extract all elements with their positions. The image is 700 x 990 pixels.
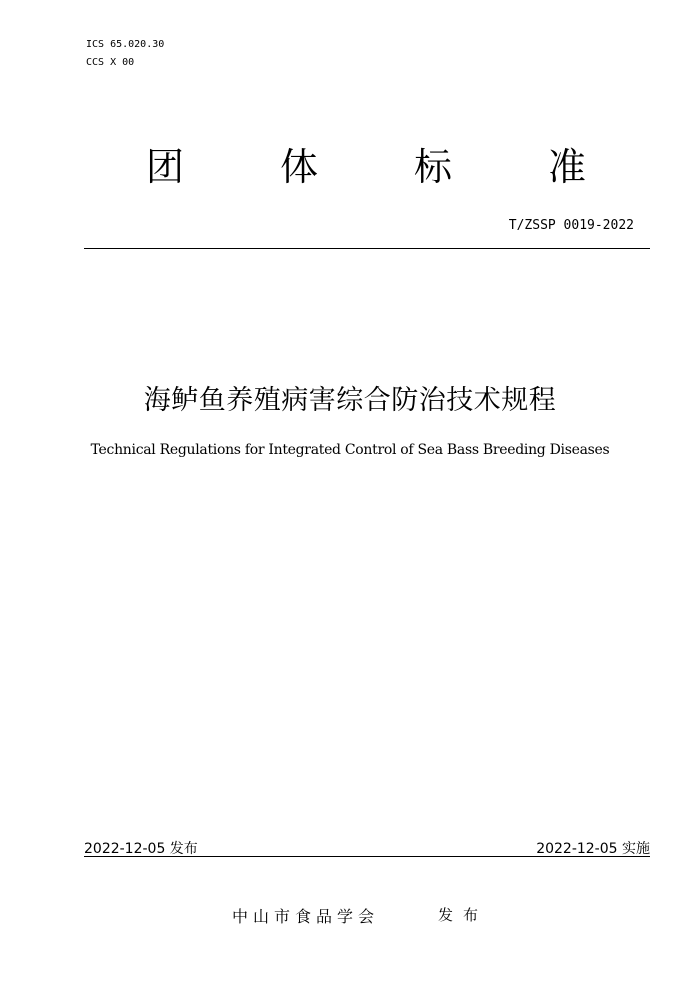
standard-number: T/ZSSP 0019-2022	[508, 218, 634, 233]
effective-date: 2022-12-05 实施	[536, 841, 650, 857]
classification-codes	[86, 36, 164, 72]
publish-label: 发布	[438, 906, 489, 924]
standard-type	[146, 138, 586, 188]
standard-type-char: 标	[413, 144, 452, 189]
title-chinese: 海鲈鱼养殖病害综合防治技术规程	[143, 385, 557, 416]
publish-date: 2022-12-05 发布	[84, 841, 198, 857]
standard-type-char: 团	[146, 144, 185, 189]
bottom-divider	[84, 856, 650, 857]
ccs-code: CCS X 00	[86, 57, 135, 68]
publisher: 中山市食品学会	[232, 907, 380, 926]
standard-type-char: 准	[547, 144, 586, 189]
title-english: Technical Regulations for Integrated Control of Sea Bass Breeding Diseases	[90, 442, 610, 458]
ics-code: ICS 65.020.30	[86, 39, 165, 50]
top-divider	[84, 248, 650, 249]
standard-type-char: 体	[279, 144, 318, 189]
